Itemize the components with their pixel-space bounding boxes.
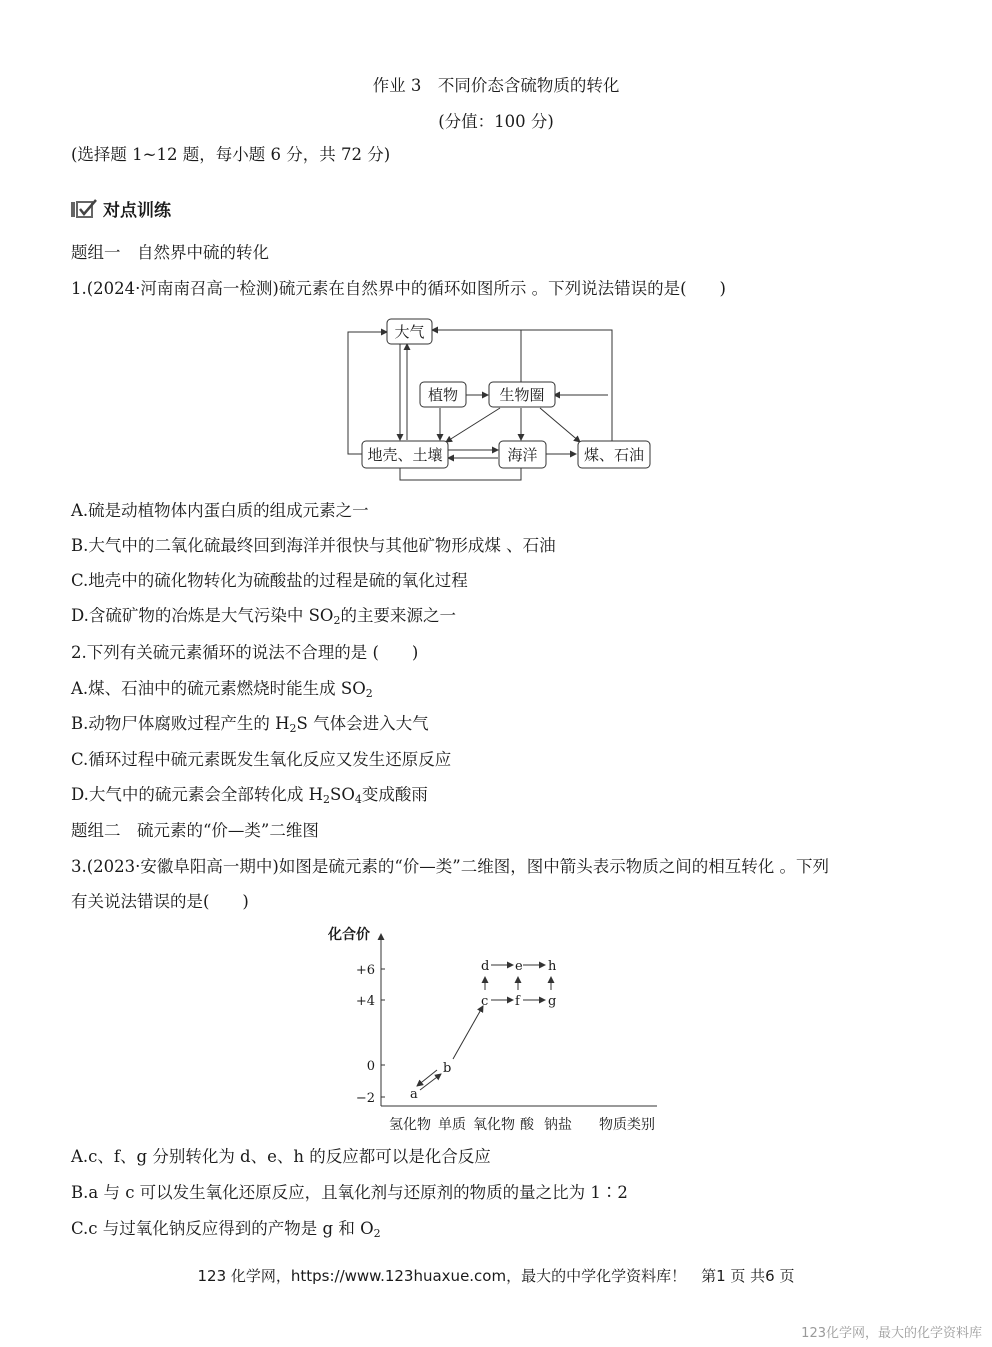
- q1-option-a: A.硫是动植物体内蛋白质的组成元素之一: [71, 501, 369, 520]
- x-tick-element: 单质: [438, 1117, 466, 1133]
- node-coal: 煤、石油: [583, 446, 645, 464]
- y-tick-plus4: +4: [355, 994, 375, 1009]
- y-tick-plus6: +6: [355, 963, 375, 978]
- x-axis-label: 物质类别: [599, 1117, 655, 1133]
- valence-class-diagram: [325, 920, 670, 1138]
- page-title: 作业 3 不同价态含硫物质的转化: [372, 76, 620, 95]
- node-ocean: 海洋: [507, 446, 538, 464]
- group2-title: 题组二 硫元素的“价—类”二维图: [71, 821, 319, 840]
- q2-option-a: A.煤、石油中的硫元素燃烧时能生成 $SO_2$: [71, 679, 373, 700]
- q1-option-b: B.大气中的二氧化硫最终回到海洋并很快与其他矿物形成煤 、石油: [71, 536, 556, 555]
- q3-option-b: B.a 与 c 可以发生氧化还原反应，且氧化剂与还原剂的物质的量之比为 1∶2: [71, 1183, 628, 1202]
- x-tick-sodium-salt: 钠盐: [544, 1117, 572, 1133]
- q1-option-d: D.含硫矿物的冶炼是大气污染中 $SO_2$的主要来源之一: [71, 606, 456, 627]
- node-atmosphere: 大气: [394, 323, 425, 341]
- q2-option-b: B.动物尸体腐败过程产生的 $H_2S$ 气体会进入大气: [71, 714, 429, 735]
- q3-option-c: C.c 与过氧化钠反应得到的产物是 g 和 $O_2$: [71, 1219, 381, 1240]
- group1-title: 题组一 自然界中硫的转化: [71, 243, 269, 262]
- x-tick-hydride: 氢化物: [389, 1117, 431, 1133]
- point-d: d: [481, 959, 490, 974]
- y-tick-0: 0: [366, 1059, 375, 1074]
- checkbox-icon: [71, 199, 97, 219]
- q3-option-a: A.c、f、g 分别转化为 d、e、h 的反应都可以是化合反应: [71, 1147, 491, 1166]
- q2-stem: 2.下列有关硫元素循环的说法不合理的是 ( ): [71, 643, 419, 662]
- y-tick-minus2: −2: [355, 1091, 375, 1106]
- point-b: b: [443, 1061, 452, 1076]
- q2-option-d: D.大气中的硫元素会全部转化成 $H_2SO_4$变成酸雨: [71, 785, 428, 806]
- sulfur-cycle-diagram: [340, 314, 660, 486]
- q3-stem-line2: 有关说法错误的是( ): [71, 892, 249, 911]
- point-g: g: [548, 994, 557, 1009]
- y-axis-label: 化合价: [328, 927, 370, 943]
- section-title: 对点训练: [103, 201, 171, 221]
- q1-stem: 1.(2024·河南南召高一检测)硫元素在自然界中的循环如图所示 。下列说法错误的是( ): [71, 279, 726, 298]
- point-f: f: [515, 994, 520, 1009]
- point-c: c: [481, 994, 489, 1009]
- node-biosphere: 生物圈: [499, 386, 545, 404]
- point-e: e: [515, 959, 523, 974]
- q1-option-c: C.地壳中的硫化物转化为硫酸盐的过程是硫的氧化过程: [71, 571, 468, 590]
- x-tick-oxide: 氧化物: [473, 1117, 515, 1133]
- node-plants: 植物: [427, 386, 459, 404]
- x-tick-acid: 酸: [520, 1117, 534, 1133]
- point-h: h: [548, 959, 557, 974]
- node-crust: 地壳、土壤: [367, 446, 443, 464]
- point-a: a: [410, 1087, 418, 1102]
- watermark: 123化学网，最大的化学资料库: [801, 1326, 982, 1341]
- q2-option-c: C.循环过程中硫元素既发生氧化反应又发生还原反应: [71, 750, 452, 769]
- q3-stem-line1: 3.(2023·安徽阜阳高一期中)如图是硫元素的“价—类”二维图，图中箭头表示物质之间的相互转化 。下列: [71, 857, 829, 876]
- score-note: (分值：100 分): [438, 112, 554, 131]
- page-footer: 123 化学网，https://www.123huaxue.com，最大的中学化学资料库！ 第1 页 共6 页: [197, 1267, 795, 1285]
- section-heading: [71, 196, 171, 221]
- choice-note: (选择题 1~12 题，每小题 6 分，共 72 分): [71, 145, 391, 164]
